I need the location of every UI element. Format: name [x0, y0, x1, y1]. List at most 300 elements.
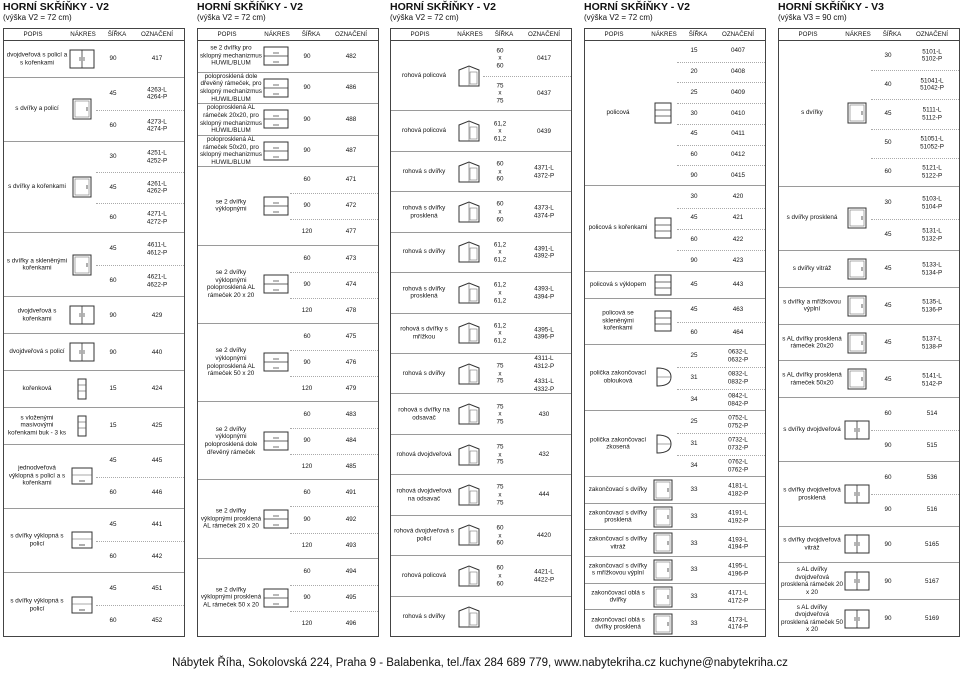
product-code: 5103-L 5104-P: [921, 195, 943, 210]
item-description: polička zakončovací oblouková: [589, 369, 647, 385]
product-code: 420: [732, 192, 744, 200]
width-value: 90: [109, 55, 117, 63]
item-description: rohová policová: [401, 572, 447, 580]
cabinet-drawing-icon: [843, 569, 871, 593]
table-row: [585, 557, 765, 584]
cabinet-drawing-icon: [68, 47, 96, 71]
product-table: [390, 28, 572, 637]
size-code-group: [677, 345, 765, 410]
catalog-column: [778, 2, 960, 637]
product-code: 494: [345, 567, 357, 575]
width-value: 90: [884, 614, 892, 622]
product-code: 4251-L 4252-P: [146, 149, 168, 165]
table-row: [391, 233, 571, 273]
product-code: 478: [345, 306, 357, 314]
width-value: 60: [884, 410, 892, 418]
column-subtitle: (výška V3 = 90 cm): [778, 13, 847, 22]
item-description: polička zakončovací zkosená: [589, 435, 647, 451]
item-description: zakončovací s dvířky s mřížkovou výplní: [588, 562, 648, 577]
item-description: zakončovací oblá s dvířky: [591, 588, 645, 604]
product-code: 421: [732, 214, 744, 222]
header-popis: POPIS: [410, 31, 430, 38]
product-code: 4311-L 4312-P 4331-L 4332-P: [533, 355, 555, 393]
table-row: [391, 394, 571, 434]
product-code: 4393-L 4394-P: [533, 285, 555, 301]
item-description: s AL dvířky dvojdveřová prosklená rámeček 50 x 20: [781, 603, 843, 634]
product-code: 440: [151, 348, 163, 356]
cabinet-drawing-icon: [262, 586, 290, 610]
table-row: [4, 408, 184, 445]
product-code: 514: [926, 410, 938, 418]
size-code-group: [871, 563, 959, 599]
table-row: [585, 186, 765, 272]
product-code: 5133-L 5134-P: [921, 261, 943, 277]
sub-row-divider: [290, 533, 378, 534]
size-code-group: [677, 477, 765, 503]
width-value: 61,2 x 61,2: [493, 120, 507, 143]
table-row: [779, 362, 959, 399]
item-description: se 2 dvířky pro sklopný mechanizmus HUWIL/BLUM: [200, 44, 262, 68]
size-code-group: [483, 354, 571, 393]
cabinet-drawing-icon: [68, 377, 96, 401]
product-code: 444: [538, 491, 550, 499]
product-code: 425: [151, 422, 163, 430]
header-popis: POPIS: [798, 31, 818, 38]
width-value: 75 x 75: [496, 403, 504, 426]
cabinet-drawing-icon: [649, 309, 677, 333]
product-code: 51051-L 51052-P: [920, 135, 944, 151]
cabinet-drawing-icon: [649, 505, 677, 529]
size-code-group: [677, 299, 765, 344]
sub-row-divider: [290, 272, 378, 273]
product-table: [3, 28, 185, 637]
column-subtitle: (výška V2 = 72 cm): [390, 13, 459, 22]
product-code: 4420: [536, 532, 551, 540]
item-description: rohová s dvířky: [402, 248, 446, 256]
column-subtitle: (výška V2 = 72 cm): [197, 13, 266, 22]
size-code-group: [871, 398, 959, 461]
item-description: rohová s dvířky s mřížkou: [400, 325, 448, 341]
cabinet-drawing-icon: [649, 531, 677, 555]
width-value: 33: [690, 619, 698, 627]
cabinet-drawing-icon: [455, 119, 483, 143]
product-code: 4395-L 4396-P: [533, 326, 555, 341]
sub-row-divider: [677, 389, 765, 390]
cabinet-drawing-icon: [68, 303, 96, 327]
product-code: 0415: [730, 171, 745, 179]
table-row: [198, 402, 378, 480]
cabinet-drawing-icon: [262, 76, 290, 100]
table-row: [391, 41, 571, 111]
table-row: [4, 233, 184, 297]
sub-row-divider: [290, 350, 378, 351]
column-title: HORNÍ SKŘÍŇKY - V2: [390, 1, 496, 13]
table-row: [4, 445, 184, 509]
item-description: zakončovací s dvířky: [588, 486, 648, 494]
cabinet-drawing-icon: [455, 523, 483, 547]
width-value: 61,2 x 61,2: [493, 281, 507, 305]
column-title: HORNÍ SKŘÍŇKY - V2: [584, 1, 690, 13]
product-code: 479: [345, 385, 357, 393]
width-value: 15: [109, 422, 117, 430]
sub-row-divider: [96, 265, 184, 266]
table-row: [4, 297, 184, 334]
table-row: [198, 136, 378, 168]
header-popis: POPIS: [23, 31, 43, 38]
width-value: 75 x 75: [496, 484, 504, 507]
product-code: 5111-L 5112-P: [922, 106, 942, 121]
item-description: policová: [606, 109, 630, 117]
size-code-group: [96, 297, 184, 333]
item-description: policová se skleněnými kořenkami: [602, 309, 634, 333]
product-code: 0762-L 0762-P: [727, 458, 749, 474]
product-code: 442: [151, 553, 163, 561]
width-value: 60: [303, 411, 311, 419]
width-value: 33: [690, 539, 698, 547]
header-oznaceni: OZNAČENÍ: [528, 31, 560, 38]
product-code: 4181-L 4182-P: [727, 482, 749, 498]
size-code-group: [290, 402, 378, 479]
table-row: [779, 600, 959, 637]
width-value: 60: [109, 214, 117, 222]
width-value: 15: [109, 385, 117, 393]
product-code: 471: [345, 176, 357, 184]
size-code-group: [96, 233, 184, 296]
width-value: 60: [884, 168, 892, 176]
sub-row-divider: [96, 541, 184, 542]
size-code-group: [871, 600, 959, 637]
product-code: 488: [345, 116, 357, 124]
cabinet-drawing-icon: [262, 44, 290, 68]
width-value: 60: [303, 176, 311, 184]
cabinet-drawing-icon: [649, 585, 677, 609]
table-row: [585, 272, 765, 299]
cabinet-drawing-icon: [649, 612, 677, 636]
table-row: [198, 41, 378, 73]
header-sirka: ŠÍŘKA: [882, 31, 902, 38]
item-description: dvojdveřová s policí a s kořenkami: [6, 51, 68, 66]
column-title: HORNÍ SKŘÍŇKY - V3: [778, 1, 884, 13]
width-value: 33: [690, 566, 698, 574]
cabinet-drawing-icon: [68, 340, 96, 364]
table-row: [391, 597, 571, 637]
table-row: [4, 78, 184, 142]
width-value: 30: [690, 109, 698, 117]
width-value: 75 x 75: [496, 443, 504, 466]
size-code-group: [483, 273, 571, 312]
table-row: [4, 573, 184, 637]
width-value: 60: [303, 254, 311, 262]
table-row: [779, 563, 959, 600]
sub-row-divider: [483, 76, 571, 77]
size-code-group: [871, 251, 959, 287]
width-value: 15: [690, 47, 698, 55]
cabinet-drawing-icon: [68, 528, 96, 552]
product-code: 491: [345, 489, 357, 497]
size-code-group: [483, 152, 571, 191]
product-code: 463: [732, 306, 744, 314]
width-value: 34: [690, 396, 698, 404]
size-code-group: [677, 411, 765, 476]
size-code-group: [483, 233, 571, 272]
item-description: s dvířky a skleněnými kořenkami: [6, 257, 68, 272]
product-code: 487: [345, 147, 357, 155]
sub-row-divider: [290, 376, 378, 377]
item-description: rohová policová: [401, 71, 447, 79]
cabinet-drawing-icon: [843, 294, 871, 318]
table-row: [4, 334, 184, 371]
item-description: s dvířky vitráž: [792, 265, 832, 273]
cabinet-drawing-icon: [843, 206, 871, 230]
product-code: 445: [151, 456, 163, 464]
width-value: 90: [303, 147, 311, 155]
sub-row-divider: [871, 219, 959, 220]
table-row: [779, 251, 959, 288]
width-value: 30: [690, 192, 698, 200]
item-description: rohová s dvířky na odsavač: [398, 406, 450, 422]
size-code-group: [290, 73, 378, 104]
header-oznaceni: OZNAČENÍ: [335, 31, 367, 38]
item-description: se 2 dvířky výklopnými poloprosklená AL rámeček 20 x 20: [206, 268, 256, 299]
footer-contact: Nábytek Říha, Sokolovská 224, Praha 9 - Balabenka, tel./fax 284 689 779, www.nabytekriha.cz kuchyne@nabytekriha.cz: [172, 657, 788, 669]
table-row: [391, 516, 571, 556]
table-row: [4, 41, 184, 78]
header-sirka: ŠÍŘKA: [494, 31, 514, 38]
item-description: zakončovací s dvířky vitráž: [588, 535, 648, 551]
column-title: HORNÍ SKŘÍŇKY - V2: [3, 1, 109, 13]
table-row: [585, 584, 765, 611]
width-value: 90: [109, 348, 117, 356]
width-value: 45: [884, 302, 892, 310]
product-code: 4611-L 4612-P: [146, 241, 168, 257]
cabinet-drawing-icon: [843, 607, 871, 631]
product-code: 474: [345, 280, 357, 288]
product-table: [778, 28, 960, 637]
width-value: 60: [690, 235, 698, 243]
cabinet-drawing-icon: [455, 564, 483, 588]
item-description: policová s výklopem: [589, 280, 647, 288]
product-code: 422: [732, 235, 744, 243]
header-sirka: ŠÍŘKA: [301, 31, 321, 38]
size-code-group: [677, 530, 765, 556]
size-code-group: [871, 462, 959, 525]
size-code-group: [483, 516, 571, 555]
item-description: rohová dvojdveřová s policí: [394, 527, 454, 543]
product-code: 0842-L 0842-P: [727, 392, 749, 407]
product-code: 0832-L 0832-P: [727, 370, 749, 385]
width-value: 60: [109, 488, 117, 496]
product-code: 451: [151, 585, 163, 593]
width-value: 120: [301, 541, 313, 549]
table-row: [585, 411, 765, 477]
item-description: s dvířky výklopná s policí: [10, 597, 64, 612]
size-code-group: [290, 480, 378, 557]
product-code: 4373-L 4374-P: [533, 204, 555, 220]
product-code: 0439: [536, 127, 551, 135]
table-header: [585, 29, 765, 41]
header-sirka: ŠÍŘKA: [107, 31, 127, 38]
item-description: s dvířky prosklená: [786, 214, 838, 222]
size-code-group: [96, 334, 184, 370]
item-description: s dvířky a policí: [15, 105, 59, 113]
table-row: [779, 462, 959, 526]
product-code: 4191-L 4192-P: [727, 509, 749, 525]
cabinet-drawing-icon: [649, 365, 677, 389]
table-row: [391, 435, 571, 475]
sub-row-divider: [96, 477, 184, 478]
product-code: 515: [926, 442, 938, 450]
column-title: HORNÍ SKŘÍŇKY - V2: [197, 1, 303, 13]
width-value: 45: [884, 231, 892, 239]
size-code-group: [483, 435, 571, 474]
width-value: 90: [303, 52, 311, 60]
table-row: [585, 299, 765, 345]
width-value: 61,2 x 61,2: [493, 322, 507, 345]
width-value: 25: [690, 418, 698, 426]
item-description: rohová s dvířky: [402, 167, 446, 175]
size-code-group: [677, 272, 765, 298]
width-value: 75 x 75: [496, 362, 504, 385]
product-code: 4261-L 4262-P: [146, 180, 168, 195]
width-value: 90: [109, 312, 117, 319]
product-code: 0410: [730, 109, 745, 117]
table-row: [585, 41, 765, 186]
sub-row-divider: [677, 82, 765, 83]
cabinet-drawing-icon: [843, 101, 871, 125]
sub-row-divider: [290, 506, 378, 507]
width-value: 60: [109, 617, 117, 625]
sub-row-divider: [871, 99, 959, 100]
item-description: s vloženými masivovými kořenkami buk - 3 ks: [7, 414, 67, 437]
width-value: 90: [303, 359, 311, 367]
cabinet-drawing-icon: [262, 429, 290, 453]
sub-row-divider: [677, 322, 765, 323]
product-code: 5137-L 5138-P: [921, 335, 943, 351]
size-code-group: [871, 325, 959, 361]
width-value: 45: [109, 456, 117, 464]
sub-row-divider: [871, 430, 959, 431]
product-code: 4273-L 4274-P: [146, 118, 168, 133]
size-code-group: [677, 610, 765, 637]
column-subtitle: (výška V2 = 72 cm): [584, 13, 653, 22]
item-description: se 2 dvířky výklopnými: [215, 198, 247, 213]
size-code-group: [96, 78, 184, 141]
width-value: 30: [109, 153, 117, 161]
width-value: 45: [109, 521, 117, 529]
cabinet-drawing-icon: [455, 402, 483, 426]
item-description: zakončovací oblá s dvířky prosklená: [591, 616, 645, 631]
width-value: 120: [301, 463, 313, 471]
width-value: 60: [303, 489, 311, 497]
size-code-group: [96, 142, 184, 232]
sub-row-divider: [677, 250, 765, 251]
size-code-group: [483, 556, 571, 595]
header-oznaceni: OZNAČENÍ: [722, 31, 754, 38]
product-code: 464: [732, 329, 744, 337]
item-description: s AL dvířky dvojdveřová prosklená rámeček 20 x 20: [781, 566, 843, 596]
product-code: 4193-L 4194-P: [727, 536, 749, 551]
sub-row-divider: [677, 62, 765, 63]
table-row: [198, 73, 378, 105]
table-row: [198, 324, 378, 402]
width-value: 31: [690, 440, 698, 448]
width-value: 50: [884, 139, 892, 147]
width-value: 60 x 60: [496, 564, 504, 588]
product-code: 429: [151, 312, 163, 319]
cabinet-drawing-icon: [649, 101, 677, 125]
sub-row-divider: [871, 129, 959, 130]
sub-row-divider: [677, 229, 765, 230]
size-code-group: [871, 41, 959, 186]
width-value: 45: [109, 245, 117, 253]
sub-row-divider: [871, 70, 959, 71]
width-value: 60: [884, 474, 892, 482]
product-code: 493: [345, 541, 357, 549]
width-value: 90: [303, 515, 311, 523]
size-code-group: [677, 504, 765, 530]
table-row: [391, 314, 571, 354]
table-row: [198, 167, 378, 245]
width-value: 90: [884, 577, 892, 585]
product-code: 452: [151, 617, 163, 625]
width-value: 20: [690, 68, 698, 76]
width-value: 45: [884, 265, 892, 273]
cabinet-drawing-icon: [262, 350, 290, 374]
product-code: 0437: [536, 89, 551, 97]
header-nakres: NÁKRES: [651, 31, 677, 38]
item-description: rohová s dvířky prosklená: [402, 204, 446, 219]
width-value: 90: [884, 506, 892, 514]
product-code: 4195-L 4196-P: [727, 562, 749, 578]
product-code: 492: [345, 515, 357, 523]
cabinet-drawing-icon: [843, 331, 871, 355]
width-value: 40: [884, 80, 892, 88]
product-code: 4371-L 4372-P: [533, 164, 555, 180]
cabinet-drawing-icon: [649, 478, 677, 502]
cabinet-drawing-icon: [649, 216, 677, 240]
sub-row-divider: [677, 165, 765, 166]
width-value: 33: [690, 486, 698, 494]
width-value: 90: [690, 171, 698, 179]
width-value: 60: [303, 333, 311, 341]
product-code: 5169: [924, 614, 939, 622]
product-code: 430: [538, 410, 550, 418]
width-value: 60: [109, 277, 117, 285]
width-value: 60 x 60: [496, 47, 504, 70]
table-row: [585, 530, 765, 557]
cabinet-drawing-icon: [68, 175, 96, 199]
header-nakres: NÁKRES: [70, 31, 96, 38]
size-code-group: [483, 314, 571, 353]
width-value: 60 x 60: [496, 160, 504, 183]
table-header: [198, 29, 378, 41]
width-value: 90: [303, 437, 311, 445]
item-description: rohová s dvířky prosklená: [402, 285, 446, 300]
item-description: se 2 dvířky výklopnými poloprosklená dole dřevěný rámeček: [204, 425, 258, 456]
product-code: 5135-L 5136-P: [921, 298, 943, 314]
size-code-group: [96, 371, 184, 407]
width-value: 120: [301, 385, 313, 393]
sub-row-divider: [677, 145, 765, 146]
header-nakres: NÁKRES: [264, 31, 290, 38]
cabinet-drawing-icon: [455, 483, 483, 507]
cabinet-drawing-icon: [455, 321, 483, 345]
cabinet-drawing-icon: [649, 558, 677, 582]
table-row: [779, 527, 959, 564]
product-code: 0417: [536, 54, 551, 62]
item-description: dvojdveřová s kořenkami: [17, 307, 57, 323]
width-value: 60: [109, 553, 117, 561]
